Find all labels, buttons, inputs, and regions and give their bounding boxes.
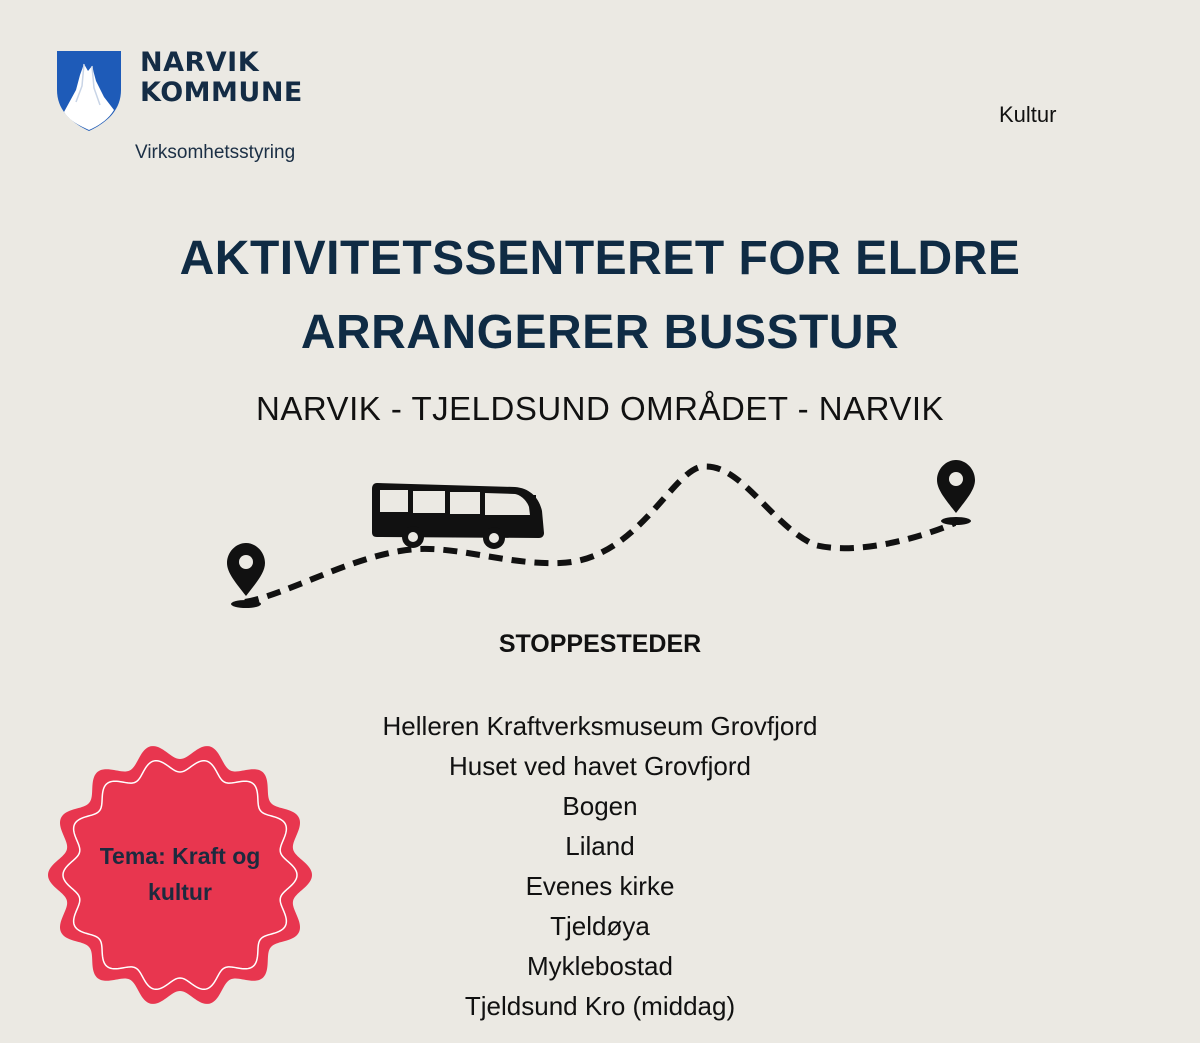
department-label: Kultur xyxy=(999,102,1057,127)
stop-item: Tjeldøya xyxy=(550,911,650,941)
dashed-route-path xyxy=(245,466,955,602)
org-name-line1: NARVIK xyxy=(140,47,260,78)
start-pin-icon xyxy=(227,543,265,608)
end-pin-icon xyxy=(937,460,975,525)
stop-item: Evenes kirke xyxy=(525,871,675,901)
theme-badge-text xyxy=(75,838,285,910)
theme-badge-line1: Tema: Kraft og xyxy=(99,843,261,869)
org-name xyxy=(140,48,303,108)
poster-title-line1: AKTIVITETSSENTERET FOR ELDRE xyxy=(179,232,1021,285)
bus-icon xyxy=(372,483,544,549)
route-illustration xyxy=(215,455,995,620)
poster-title xyxy=(0,222,1200,370)
route-subtitle: NARVIK - TJELDSUND OMRÅDET - NARVIK xyxy=(255,390,945,427)
municipal-shield-icon xyxy=(56,50,122,132)
org-name-line2: KOMMUNE xyxy=(140,77,303,108)
stop-item: Tjeldsund Kro (middag) xyxy=(464,991,736,1021)
stop-item: Myklebostad xyxy=(527,951,673,981)
stop-item: Huset ved havet Grovfjord xyxy=(448,751,752,781)
stops-heading: STOPPESTEDER xyxy=(498,630,702,658)
poster-title-line2: ARRANGERER BUSSTUR xyxy=(300,306,900,359)
theme-badge xyxy=(45,740,315,1010)
theme-badge-line2: kultur xyxy=(148,879,212,905)
stop-item: Liland xyxy=(565,831,635,861)
stop-item: Helleren Kraftverksmuseum Grovfjord xyxy=(382,711,818,741)
org-unit-label: Virksomhetsstyring xyxy=(135,142,296,163)
stop-item: Bogen xyxy=(562,791,638,821)
